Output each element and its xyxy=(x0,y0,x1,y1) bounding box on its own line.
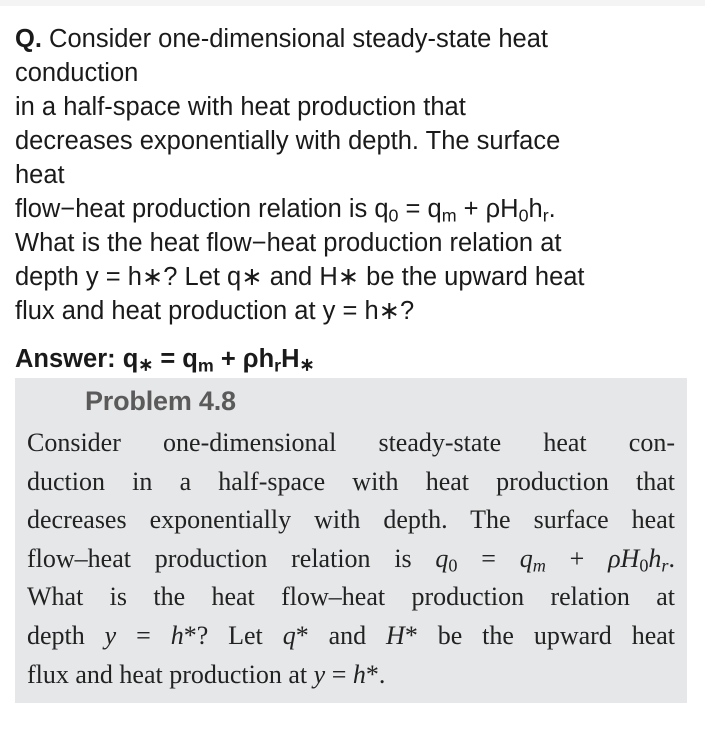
problem-line-4: flow–heat production relation is $q_0 = q_m + \rho H_0h_r$. xyxy=(27,543,675,576)
problem-line-2: duction in a half-space with heat production that xyxy=(27,466,675,496)
answer-label: Answer: xyxy=(15,345,116,373)
question-line-5: heat xyxy=(15,161,65,189)
problem-title: Problem 4.8 xyxy=(85,386,236,416)
problem-line-3: decreases exponentially with depth. The surface heat xyxy=(27,505,675,535)
answer-formula: q∗ = $q_m$ + $\rho h_rH∗$ xyxy=(122,345,315,376)
problem-excerpt xyxy=(15,378,687,703)
question-line-3: in a half-space with heat production that xyxy=(15,93,466,121)
top-divider xyxy=(0,0,705,6)
question-text xyxy=(15,22,685,328)
answer-text xyxy=(15,342,315,376)
problem-body xyxy=(27,424,675,694)
question-line-1: Q. Consider one-dimensional steady-state heat xyxy=(15,25,549,53)
problem-line-7: flux and heat production at y = h*. xyxy=(27,659,386,689)
question-line-6: flow−heat production relation is $q_0 = q_m + \rho H_0h_r$. xyxy=(15,195,556,226)
question-line-4: decreases exponentially with depth. The surface xyxy=(15,127,561,155)
problem-line-1: Consider one-dimensional steady-state heat con- xyxy=(27,428,675,457)
question-label: Q. xyxy=(15,25,42,53)
question-line-7: What is the heat flow−heat production relation at xyxy=(15,229,562,257)
problem-line-6: depth y = h*? Let q* and H* be the upward heat xyxy=(27,620,675,650)
formula-surface-relation: $q_0 = q_m + \rho H_0h_r$. xyxy=(374,195,556,226)
question-line-9: flux and heat production at y = h∗? xyxy=(15,297,415,325)
problem-line-5: What is the heat flow–heat production relation at xyxy=(27,582,675,612)
question-line-8: depth y = h∗? Let q∗ and H∗ be the upward heat xyxy=(15,263,585,291)
question-line-2: conduction xyxy=(15,59,139,87)
